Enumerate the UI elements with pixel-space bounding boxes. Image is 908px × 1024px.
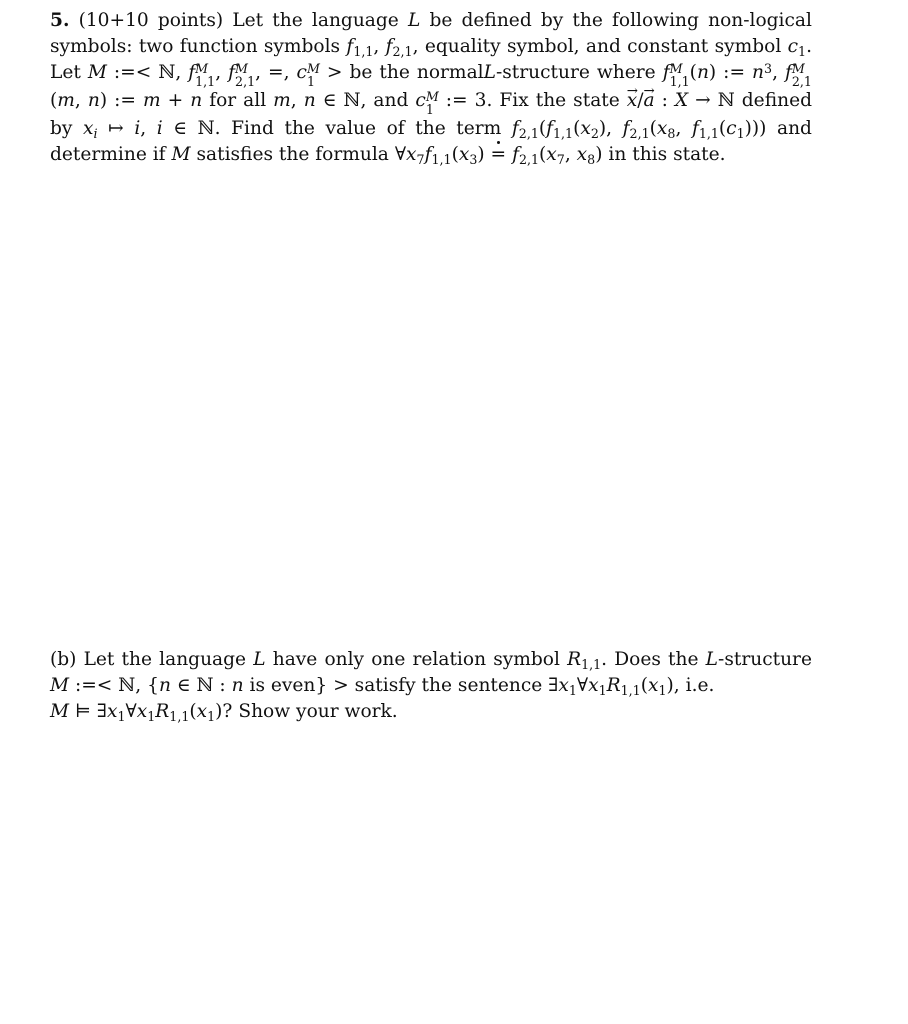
math-sentence: $\exists x_1\forall x_1R_{1,1}(x_1)$, [548, 675, 680, 698]
part-label: (b) [50, 649, 77, 670]
math-function-definition: f M 1,1 (n) := $n^3$, f M 2,1 (m, n) := m + n [50, 60, 812, 112]
math-constant-definition: c M 1 := 3. [415, 89, 493, 117]
text-segment: Find the value of the term [231, 118, 502, 139]
math-inline: $f_{1,1}$, $f_{2,1}$, [346, 36, 419, 59]
text-segment: have only one relation symbol [272, 649, 560, 670]
text-segment: Let [50, 62, 81, 84]
text-segment: -structure where [495, 62, 656, 84]
math-inline: $c_1$. [787, 36, 812, 59]
text-segment: satisfies the formula [196, 144, 389, 166]
math-structure-definition: M :=< ℕ, {n ∈ ℕ : n is even} > [50, 675, 349, 697]
math-inline: L [407, 10, 421, 31]
problem-number: 5. [50, 10, 70, 31]
text-segment: Does the [614, 649, 699, 670]
text-segment: Let the language [83, 649, 247, 670]
text-segment: and [373, 90, 409, 112]
math-term: $f_{2,1}(f_{1,1}(x_2)$, $f_{2,1}(x_8$, $f_{1,1}(c_1)$)) [511, 118, 767, 141]
math-inline: L [253, 649, 266, 670]
text-segment: equality symbol, and constant symbol [424, 36, 782, 58]
math-inline: L [483, 62, 496, 84]
math-inline: L [705, 649, 719, 670]
problem-points: (10+10 points) [78, 10, 224, 31]
problem-5-part-b [50, 647, 812, 726]
text-segment: i.e. [685, 675, 715, 697]
text-segment: Fix the state [499, 90, 620, 112]
text-segment: in this state. [608, 144, 726, 166]
math-state: → x/→ a : X → ℕ [627, 90, 735, 111]
text-segment: Show your work. [238, 701, 398, 723]
text-segment: defined by [50, 90, 812, 139]
text-segment: be the normal [349, 62, 484, 84]
math-formula: $\forall x_7f_{1,1}(x_3) = f_{2,1}(x_7$, $x_8$) [394, 144, 603, 167]
text-segment: Let the language [232, 10, 399, 31]
text-segment: be defined by the following non-logical symbols: two function symbols [50, 10, 812, 58]
math-structure-definition: M :=< ℕ, f M 1,1 , f M 2,1 , =, c M 1 > [87, 61, 343, 90]
set-condition-text: is even [249, 675, 316, 697]
math-inline: $R_{1,1}$. [567, 649, 608, 672]
text-segment: satisfy the sentence [354, 675, 543, 697]
math-inline: M [171, 144, 191, 166]
math-satisfaction: M ⊨ $\exists x_1\forall x_1R_{1,1}(x_1)$? [50, 701, 233, 725]
text-segment: and determine if [50, 118, 812, 166]
math-inline: m, n ∈ ℕ, [273, 90, 367, 112]
text-segment: -structure [718, 649, 812, 670]
text-segment: for all [209, 90, 267, 112]
math-inline: $x_i$ ↦ i, i ∈ ℕ. [83, 118, 221, 141]
problem-5-part-a [50, 8, 812, 168]
